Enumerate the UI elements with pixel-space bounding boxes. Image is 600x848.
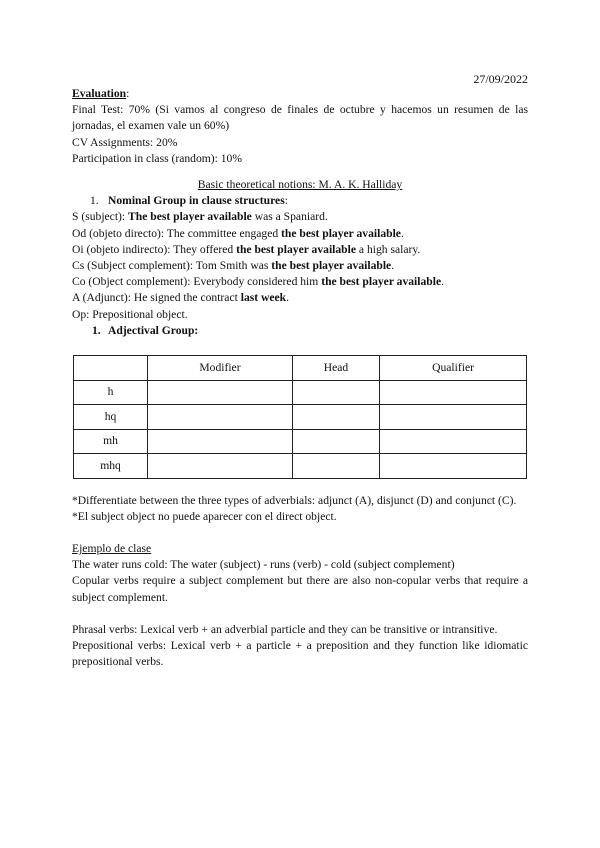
note-adverbials: *Differentiate between the three types of adverbials: adjunct (A), disjunct (D) and conjunct (C).: [72, 493, 517, 507]
prepositional-verbs-line: Prepositional verbs: Lexical verb + a particle + a preposition and they function like idiomatic prepositional verbs.: [72, 638, 528, 669]
function-line-adjunct: A (Adjunct): He signed the contract last week.: [72, 291, 290, 305]
table-header-row: [74, 356, 527, 381]
adjectival-group-heading: 1. Adjectival Group:: [92, 323, 199, 337]
table-row-label: h: [74, 380, 148, 405]
table-cell: [148, 454, 293, 479]
table-header-cell: Head: [292, 356, 379, 381]
function-line-oi: Oi (objeto indirecto): They offered the best player available a high salary.: [72, 242, 421, 256]
nominal-group-heading: 1. Nominal Group in clause structures:: [90, 194, 288, 208]
cv-assignments-line: CV Assignments: 20%: [72, 135, 178, 149]
table-cell: [292, 454, 379, 479]
evaluation-title: Evaluation: [72, 87, 127, 100]
table-cell: [148, 380, 293, 405]
table-cell: [292, 380, 379, 405]
table-header-cell: Qualifier: [380, 356, 527, 381]
note-subject-object: *El subject object no puede aparecer con el direct object.: [72, 509, 337, 523]
adjectival-group-table: [73, 355, 527, 479]
table-cell: [148, 405, 293, 430]
table-row-label: hq: [74, 405, 148, 430]
example-title: Ejemplo de clase: [72, 541, 152, 555]
table-cell: [148, 429, 293, 454]
table-row-label: mhq: [74, 454, 148, 479]
table-cell: [292, 429, 379, 454]
nominal-group-title: Nominal Group in clause structures: [108, 194, 285, 208]
function-line-cs: Cs (Subject complement): Tom Smith was the best player available.: [72, 259, 395, 273]
document-body: [72, 86, 528, 670]
table-cell: [380, 454, 527, 479]
table-row: [74, 454, 527, 479]
table-header-cell: [74, 356, 148, 381]
function-line-subject: S (subject): The best player available was a Spaniard.: [72, 210, 328, 224]
copular-verbs-line: Copular verbs require a subject complement but there are also non-copular verbs that require a subject complement.: [72, 574, 528, 604]
final-test-line: Final Test: 70% (Si vamos al congreso de finales de octubre y hacemos un resumen de las jornadas, el examen vale un 60%): [72, 103, 528, 133]
table-row: [74, 429, 527, 454]
table-cell: [380, 429, 527, 454]
table-cell: [380, 380, 527, 405]
example-line: The water runs cold: The water (subject) - runs (verb) - cold (subject complement): [72, 558, 455, 572]
function-line-od: Od (objeto directo): The committee engaged the best player available.: [72, 226, 404, 240]
function-line-op: Op: Prepositional object.: [72, 307, 188, 321]
notes-block: [72, 493, 528, 525]
evaluation-heading: Evaluation:: [72, 87, 130, 100]
function-line-co: Co (Object complement): Everybody considered him the best player available.: [72, 275, 445, 289]
table-row: [74, 380, 527, 405]
document-date: 27/09/2022: [473, 72, 528, 86]
table-row: [74, 405, 527, 430]
table-row-label: mh: [74, 429, 148, 454]
adjectival-group-title: Adjectival Group:: [108, 323, 199, 337]
theory-heading: Basic theoretical notions: M. A. K. Halliday: [197, 178, 403, 192]
table-cell: [380, 405, 527, 430]
table-cell: [292, 405, 379, 430]
phrasal-verbs-line: Phrasal verbs: Lexical verb + an adverbial particle and they can be transitive or intransitive.: [72, 622, 498, 636]
participation-line: Participation in class (random): 10%: [72, 151, 243, 165]
table-header-cell: Modifier: [148, 356, 293, 381]
